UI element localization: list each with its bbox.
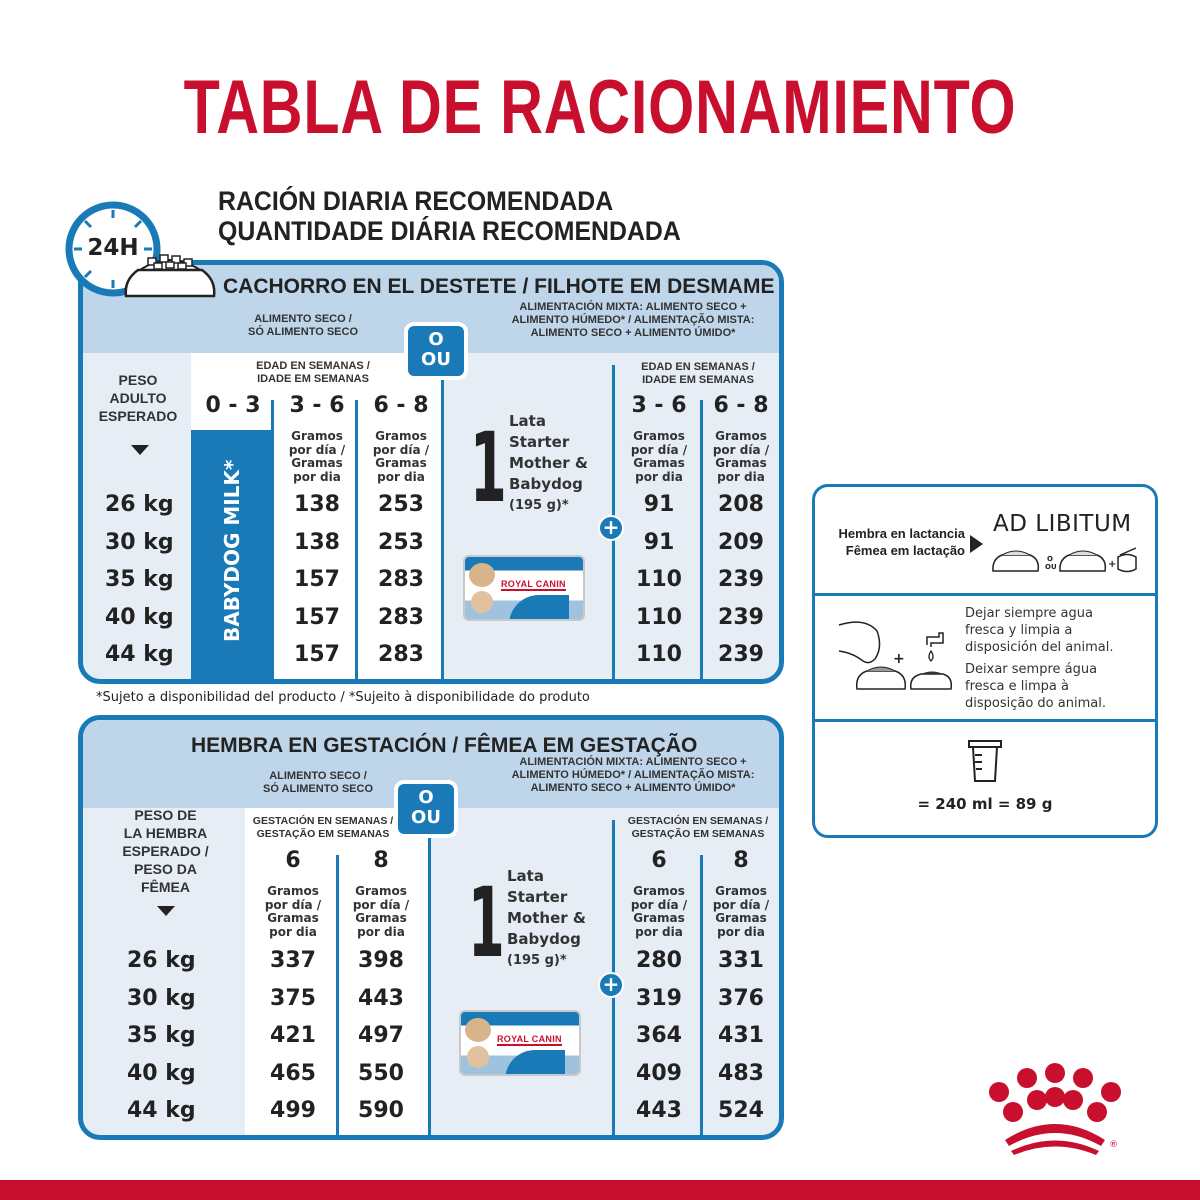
table-row: 44 kg 499 590 443 524 xyxy=(127,1098,764,1123)
food-bowl-icon xyxy=(120,252,220,302)
lactation-label: Hembra en lactancia Fêmea em lactação xyxy=(838,526,965,558)
gestation-grams-label: Gramos por día / Gramas por dia xyxy=(352,884,410,939)
registered-mark: ® xyxy=(1109,1140,1118,1150)
gestation-grams-label: Gramos por día / Gramas por dia xyxy=(264,884,322,939)
gestation-dry-label: ALIMENTO SECO / SÓ ALIMENTO SECO xyxy=(262,770,373,795)
table-row: 30 kg 138 253 91 209 xyxy=(105,529,764,555)
puppy-grams-label: Gramos por día / Gramas por dia xyxy=(288,429,346,484)
food-bowl-icon xyxy=(990,545,1145,575)
puppy-weight-header: PESO ADULTO ESPERADO xyxy=(98,372,178,424)
puppy-grams-label: Gramos por día / Gramas por dia xyxy=(372,429,430,484)
or-badge: O OU xyxy=(404,322,468,380)
babydog-milk-label: BABYDOG MILK* xyxy=(220,459,244,642)
table-row: 30 kg 375 443 319 376 xyxy=(127,985,764,1011)
subtitle-es: RACIÓN DIARIA RECOMENDADA xyxy=(218,186,614,216)
water-text-es: Dejar siempre agua fresca y limpia a disposición del animal. xyxy=(965,606,1114,655)
can-count: 1 xyxy=(468,867,505,979)
arrow-right-icon xyxy=(970,535,983,553)
dog-drinking-icon xyxy=(835,617,955,697)
puppy-section-title: CACHORRO EN EL DESTETE / FILHOTE EM DESMAME xyxy=(223,275,775,298)
subtitle-pt: QUANTIDADE DIÁRIA RECOMENDADA xyxy=(218,216,681,246)
clock-label: 24H xyxy=(82,233,144,263)
side-info-panel xyxy=(812,484,1158,838)
gestation-section-title: HEMBRA EN GESTACIÓN / FÊMEA EM GESTAÇÃO xyxy=(191,734,698,757)
plus-icon: + xyxy=(598,515,624,541)
table-row: 26 kg 337 398 280 331 xyxy=(127,948,764,973)
gestation-panel xyxy=(78,715,784,1140)
table-row: 44 kg 157 283 110 239 xyxy=(105,642,764,667)
puppy-col-0-3: 0 - 3 xyxy=(205,393,261,418)
puppy-rows xyxy=(83,486,779,674)
ad-libitum-label: AD LIBITUM xyxy=(993,511,1132,537)
availability-footnote: *Sujeto a disponibilidad del producto / *Sujeito à disponibilidade do produto xyxy=(96,690,590,705)
gestation-grams-label: Gramos por día / Gramas por dia xyxy=(630,884,688,939)
table-row: 40 kg 157 283 110 239 xyxy=(105,604,764,630)
gestation-mixed-weeks-label: GESTACIÓN EN SEMANAS / GESTAÇÃO EM SEMANAS xyxy=(627,815,769,840)
table-row: 26 kg 138 253 91 208 xyxy=(105,492,764,517)
gestation-col-8: 8 xyxy=(373,848,389,873)
table-row: 40 kg 465 550 409 483 xyxy=(127,1060,764,1086)
divider xyxy=(441,353,444,683)
gestation-col-6: 6 xyxy=(285,848,301,873)
puppy-mixed-col-3-6: 3 - 6 xyxy=(631,393,687,418)
gestation-weeks-label: GESTACIÓN EN SEMANAS / GESTAÇÃO EM SEMANAS xyxy=(252,815,394,840)
water-text-pt: Deixar sempre água fresca e limpa à disposição do animal. xyxy=(965,662,1106,711)
svg-text:+: + xyxy=(893,651,905,667)
gestation-rows xyxy=(83,942,779,1130)
divider xyxy=(815,593,1155,596)
bottom-brand-bar xyxy=(0,1180,1200,1200)
puppy-grams-label: Gramos por día / Gramas por dia xyxy=(712,429,770,484)
gestation-weight-header: PESO DE LA HEMBRA ESPERADO / PESO DA FÊMEA xyxy=(122,807,209,895)
down-triangle-icon xyxy=(131,445,149,455)
gestation-grams-label: Gramos por día / Gramas por dia xyxy=(712,884,770,939)
down-triangle-icon xyxy=(157,906,175,916)
puppy-dry-label: ALIMENTO SECO / SÓ ALIMENTO SECO xyxy=(247,313,358,338)
table-row: 35 kg 421 497 364 431 xyxy=(127,1023,764,1048)
puppy-grams-label: Gramos por día / Gramas por dia xyxy=(630,429,688,484)
can-product-image: ROYAL CANIN xyxy=(461,1012,579,1074)
plus-icon: + xyxy=(598,972,624,998)
royal-canin-crown-logo xyxy=(985,1060,1165,1160)
can-description: Lata Starter Mother & Babydog (195 g)* xyxy=(509,412,588,513)
measuring-cup-icon xyxy=(967,739,1003,783)
can-description: Lata Starter Mother & Babydog (195 g)* xyxy=(507,867,586,968)
svg-text:OU: OU xyxy=(1045,563,1057,571)
divider xyxy=(815,719,1155,722)
table-row: 35 kg 157 283 110 239 xyxy=(105,567,764,592)
cup-measure-label: = 240 ml = 89 g xyxy=(917,795,1053,813)
gestation-mixed-col-6: 6 xyxy=(651,848,667,873)
puppy-age-label: EDAD EN SEMANAS / IDADE EM SEMANAS xyxy=(256,360,370,385)
puppy-mixed-age-label: EDAD EN SEMANAS / IDADE EM SEMANAS xyxy=(641,361,755,386)
page-title: TABLA DE RACIONAMIENTO xyxy=(183,65,1017,150)
svg-text:O: O xyxy=(1047,555,1053,563)
gestation-mixed-col-8: 8 xyxy=(733,848,749,873)
svg-text:+: + xyxy=(1108,559,1117,570)
puppy-col-3-6: 3 - 6 xyxy=(289,393,345,418)
can-count: 1 xyxy=(470,412,507,524)
can-product-image: ROYAL CANIN xyxy=(465,557,583,619)
puppy-col-6-8: 6 - 8 xyxy=(373,393,429,418)
puppy-mixed-col-6-8: 6 - 8 xyxy=(713,393,769,418)
puppy-mixed-label: ALIMENTACIÓN MIXTA: ALIMENTO SECO + ALIMENTO HÚMEDO* / ALIMENTAÇÃO MISTA: ALIMENTO SECO + ALIMENTO ÚMIDO* xyxy=(511,301,755,339)
gestation-mixed-label: ALIMENTACIÓN MIXTA: ALIMENTO SECO + ALIMENTO HÚMEDO* / ALIMENTAÇÃO MISTA: ALIMENTO SECO + ALIMENTO ÚMIDO* xyxy=(511,756,755,794)
or-badge: O OU xyxy=(394,780,458,838)
